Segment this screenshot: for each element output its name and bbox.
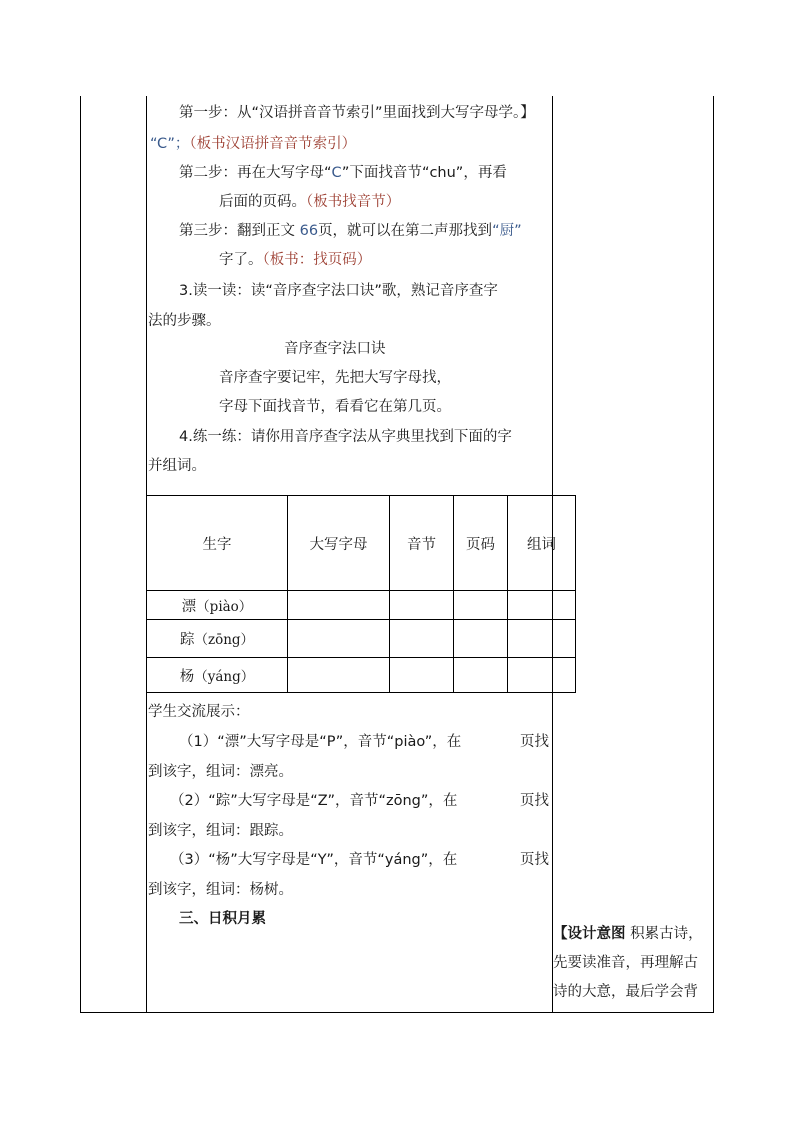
table-row xyxy=(147,620,576,658)
header-page: 页码 xyxy=(454,496,508,591)
poem-line-2: 字母下面找音节，看看它在第几页。 xyxy=(219,399,451,415)
design-intent-line-3: 诗的大意，最后学会背 xyxy=(553,984,698,1000)
share-item-2-cont: 到该字，组词：跟踪。 xyxy=(148,823,293,839)
cell-word xyxy=(508,591,576,620)
practice-instruction-cont: 并组词。 xyxy=(148,458,206,474)
cell-capital xyxy=(288,658,390,693)
read-instruction: 3.读一读：读“音序查字法口诀”歌，熟记音序查字 xyxy=(179,283,498,299)
step3-line2: 字了。（板书：找页码） xyxy=(219,252,372,268)
table-row xyxy=(147,591,576,620)
step1-line: 第一步：从“汉语拼音音节索引”里面找到大写字母学。】 xyxy=(179,105,535,121)
share-item-2: （2）“踪”大写字母是“Z”，音节“zōng”，在 xyxy=(170,793,458,809)
cell-capital xyxy=(288,620,390,658)
cell-word xyxy=(508,620,576,658)
cell-char: 漂（piào） xyxy=(147,591,288,620)
cell-page xyxy=(454,658,508,693)
cell-syllable xyxy=(390,620,454,658)
read-instruction-cont: 法的步骤。 xyxy=(148,313,221,329)
share-item-1-page: 页找 xyxy=(520,734,549,750)
share-item-2-page: 页找 xyxy=(520,793,549,809)
section-heading-accumulate: 三、日积月累 xyxy=(179,911,266,927)
share-title: 学生交流展示： xyxy=(148,704,250,720)
cell-char: 踪（zōng） xyxy=(147,620,288,658)
poem-line-1: 音序查字要记牢，先把大写字母找， xyxy=(219,370,451,386)
share-item-1: （1）“漂”大写字母是“P”，音节“piào”，在 xyxy=(179,734,462,750)
design-intent-line-2: 先要读准音，再理解古 xyxy=(553,955,698,971)
cell-syllable xyxy=(390,658,454,693)
cell-word xyxy=(508,658,576,693)
header-syllable: 音节 xyxy=(390,496,454,591)
frame-left-border xyxy=(80,96,81,1013)
table-header-row xyxy=(147,496,576,591)
header-char: 生字 xyxy=(147,496,288,591)
share-item-1-cont: 到该字，组词：漂亮。 xyxy=(148,764,293,780)
step3-line: 第三步：翻到正文 66页，就可以在第二声那找到“厨” xyxy=(179,223,522,239)
share-item-3-cont: 到该字，组词：杨树。 xyxy=(148,882,293,898)
share-item-3: （3）“杨”大写字母是“Y”，音节“yáng”，在 xyxy=(170,852,458,868)
header-word: 组词 xyxy=(508,496,576,591)
cell-syllable xyxy=(390,591,454,620)
share-item-3-page: 页找 xyxy=(520,852,549,868)
cell-page xyxy=(454,620,508,658)
frame-right-border xyxy=(713,96,714,1013)
design-intent-line-1: 【设计意图 积累古诗， xyxy=(553,926,703,942)
cell-page xyxy=(454,591,508,620)
cell-capital xyxy=(288,591,390,620)
lookup-table xyxy=(146,495,576,693)
table-row xyxy=(147,658,576,693)
practice-instruction: 4.练一练：请你用音序查字法从字典里找到下面的字 xyxy=(179,429,512,445)
step1-line2: “C”；（板书汉语拼音音节索引） xyxy=(150,136,357,152)
step2-line: 第二步：再在大写字母“C”下面找音节“chu”，再看 xyxy=(179,165,507,181)
cell-char: 杨（yáng） xyxy=(147,658,288,693)
design-intent xyxy=(553,920,713,1007)
header-capital: 大写字母 xyxy=(288,496,390,591)
poem-title: 音序查字法口诀 xyxy=(284,341,386,357)
frame-bottom-border xyxy=(80,1012,714,1013)
step2-line2: 后面的页码。（板书找音节） xyxy=(219,194,401,210)
